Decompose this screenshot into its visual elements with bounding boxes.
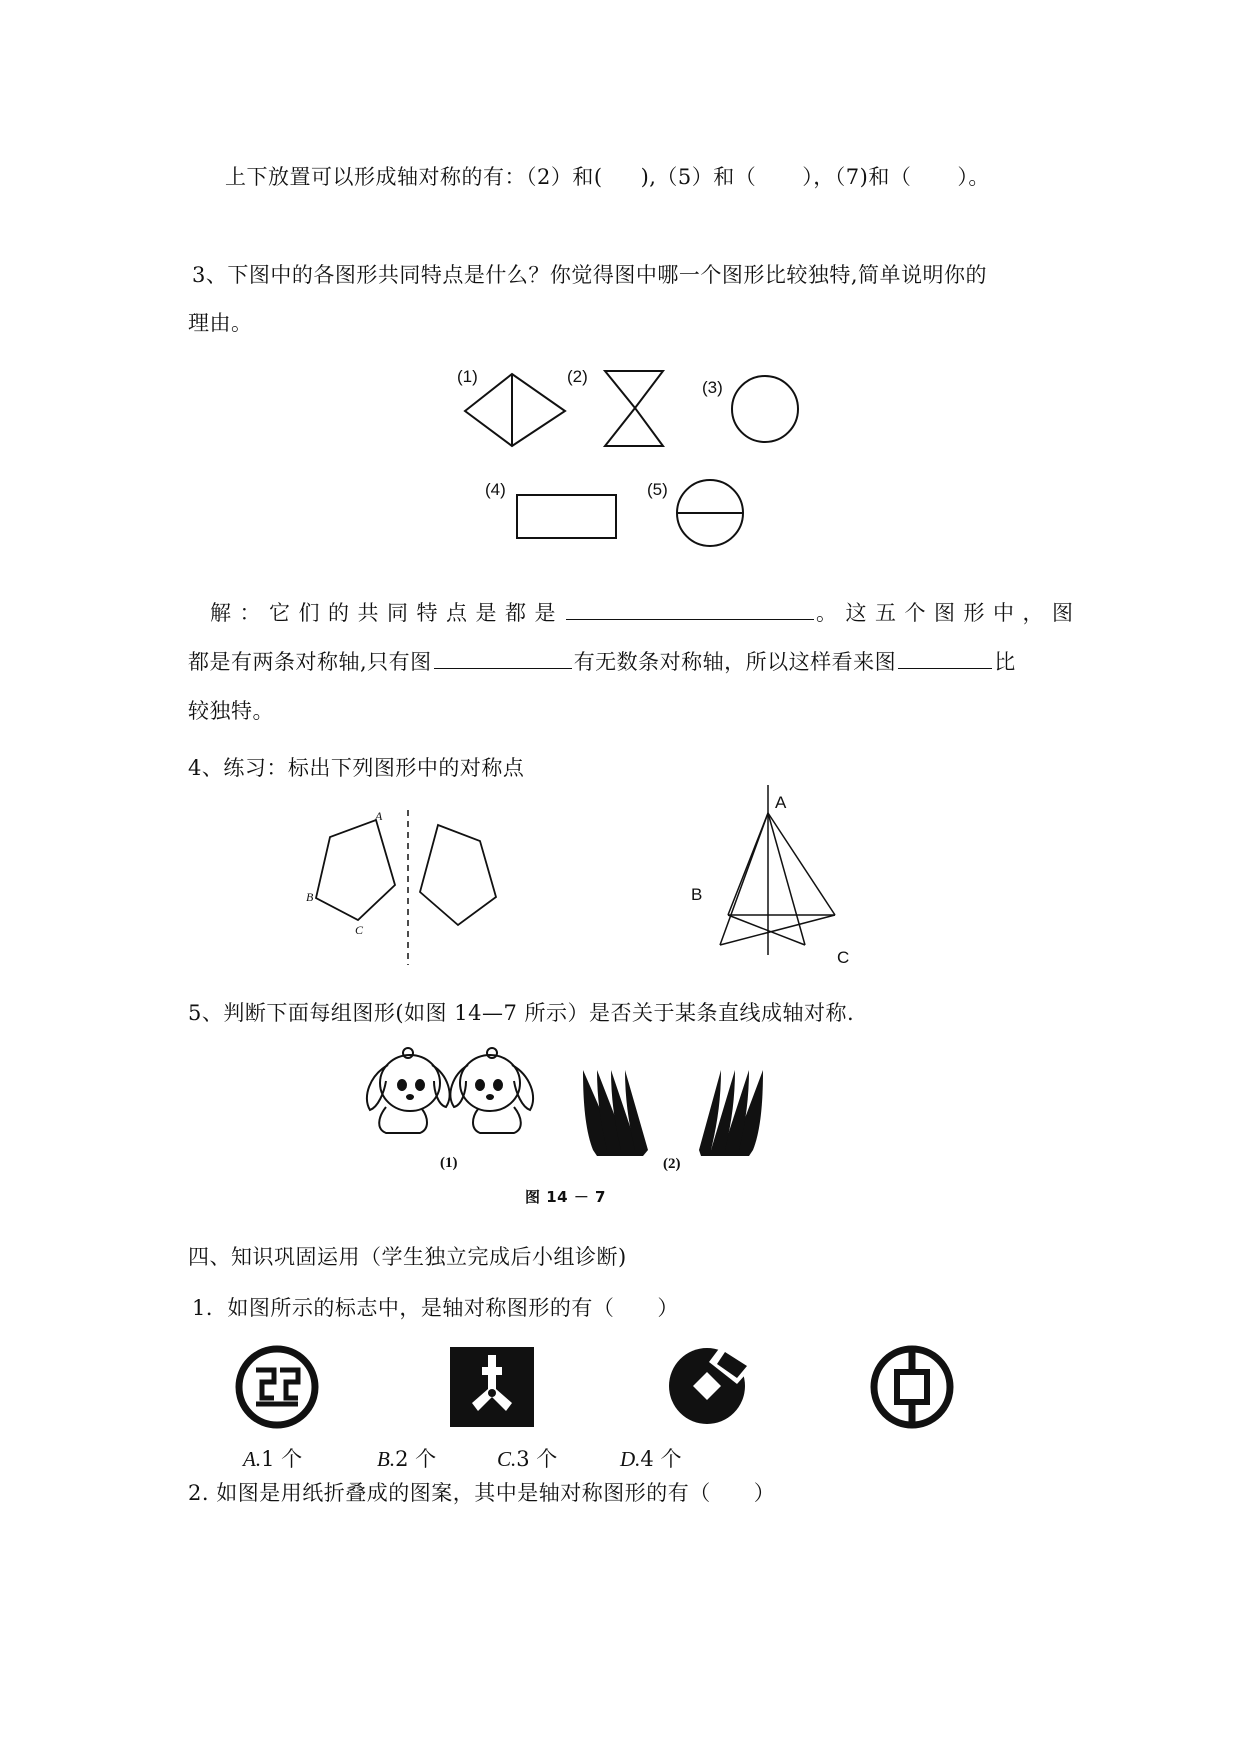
triangle-line-2 bbox=[768, 813, 835, 915]
answer2-text-b: 有无数条对称轴，所以这样看来图 bbox=[573, 650, 897, 674]
option-d-text: 4 个 bbox=[640, 1447, 682, 1471]
fig-label-3: (3) bbox=[702, 378, 723, 397]
q3-figures bbox=[455, 365, 815, 545]
q2-tail-part2: ),（5）和（ bbox=[640, 165, 757, 189]
pentagon-right bbox=[420, 825, 496, 925]
triangle-label-a: A bbox=[775, 793, 787, 812]
logo-1-icon bbox=[232, 1342, 322, 1432]
figure-caption: 图 14 － 7 bbox=[525, 1188, 606, 1206]
option-b[interactable] bbox=[377, 1443, 436, 1473]
rhombus-shape bbox=[465, 374, 565, 446]
answer2-text-a: 都是有两条对称轴,只有图 bbox=[188, 650, 432, 674]
logo-4-icon bbox=[867, 1342, 957, 1432]
fig-label-2: (2) bbox=[567, 367, 588, 386]
pentagon-label-c: C bbox=[355, 923, 364, 937]
option-d[interactable] bbox=[620, 1443, 681, 1473]
q2-tail-part3: ），（7)和（ bbox=[802, 165, 912, 189]
q2-tail-line bbox=[225, 161, 990, 191]
rectangle-shape bbox=[517, 495, 616, 538]
option-a-letter: A. bbox=[243, 1447, 262, 1471]
pentagon-label-b: B bbox=[306, 890, 314, 904]
logo-3-icon bbox=[665, 1340, 755, 1430]
fig-label-4: (4) bbox=[485, 480, 506, 499]
fan-right bbox=[699, 1070, 763, 1156]
triangle-cross-3 bbox=[720, 915, 835, 945]
q3-line1: 3、下图中的各图形共同特点是什么？你觉得图中哪一个图形比较独特,简单说明你的 bbox=[192, 263, 988, 287]
q2-tail-part1: 上下放置可以形成轴对称的有：（2）和( bbox=[225, 165, 603, 189]
pentagon-label-a: A bbox=[375, 809, 383, 823]
option-c[interactable] bbox=[497, 1443, 557, 1473]
fig-label-1: (1) bbox=[457, 367, 478, 386]
option-d-letter: D. bbox=[620, 1447, 641, 1471]
q3-answer-line1 bbox=[210, 597, 1082, 627]
triangle-label-b: B bbox=[691, 885, 703, 904]
option-b-text: 2 个 bbox=[395, 1447, 437, 1471]
triangle-figure bbox=[685, 785, 885, 965]
section4-q2: 2. 如图是用纸折叠成的图案，其中是轴对称图形的有（ ） bbox=[188, 1481, 776, 1505]
q5-title: 5、判断下面每组图形(如图 14—7 所示）是否关于某条直线成轴对称. bbox=[188, 1001, 855, 1025]
logo-2-icon bbox=[450, 1347, 534, 1427]
option-c-letter: C. bbox=[497, 1447, 517, 1471]
fig-label-5: (5) bbox=[647, 480, 668, 499]
puppy-right bbox=[450, 1048, 533, 1133]
pentagon-left bbox=[316, 820, 395, 920]
fan-pair-figure bbox=[583, 1070, 783, 1180]
triangle-label-c: C bbox=[837, 948, 850, 967]
q4-title: 4、练习：标出下列图形中的对称点 bbox=[188, 756, 525, 780]
answer-blank-1[interactable] bbox=[566, 601, 814, 620]
option-c-text: 3 个 bbox=[516, 1447, 558, 1471]
circle-shape bbox=[732, 376, 798, 442]
hourglass-shape bbox=[605, 371, 663, 446]
triangle-line-3 bbox=[720, 813, 768, 945]
q2-tail-part4: ）。 bbox=[957, 165, 990, 189]
option-a-text: 1 个 bbox=[261, 1447, 303, 1471]
section4-heading: 四、知识巩固运用（学生独立完成后小组诊断) bbox=[188, 1245, 627, 1269]
answer1-text-a: 解：它们的共同特点是都是 bbox=[210, 601, 564, 625]
triangle-line-4 bbox=[768, 813, 805, 945]
option-a[interactable] bbox=[243, 1443, 302, 1473]
pentagon-figure bbox=[300, 805, 510, 975]
puppy-pair-figure bbox=[350, 1045, 550, 1171]
puppy-label: (1) bbox=[440, 1155, 458, 1171]
q3-answer-line2 bbox=[188, 646, 1016, 676]
answer2-text-c: 比 bbox=[994, 650, 1016, 674]
option-b-letter: B. bbox=[377, 1447, 396, 1471]
q3-answer-line3: 较独特。 bbox=[188, 699, 274, 723]
answer-blank-3[interactable] bbox=[898, 650, 992, 669]
fan-label: (2) bbox=[663, 1156, 681, 1172]
section4-q1: 1．如图所示的标志中，是轴对称图形的有（ ） bbox=[192, 1296, 679, 1320]
answer-blank-2[interactable] bbox=[434, 650, 572, 669]
puppy-left bbox=[367, 1048, 450, 1133]
answer1-text-b: 。这五个图形中，图 bbox=[816, 601, 1082, 625]
fan-left bbox=[583, 1070, 648, 1156]
q3-line2: 理由。 bbox=[188, 311, 253, 335]
